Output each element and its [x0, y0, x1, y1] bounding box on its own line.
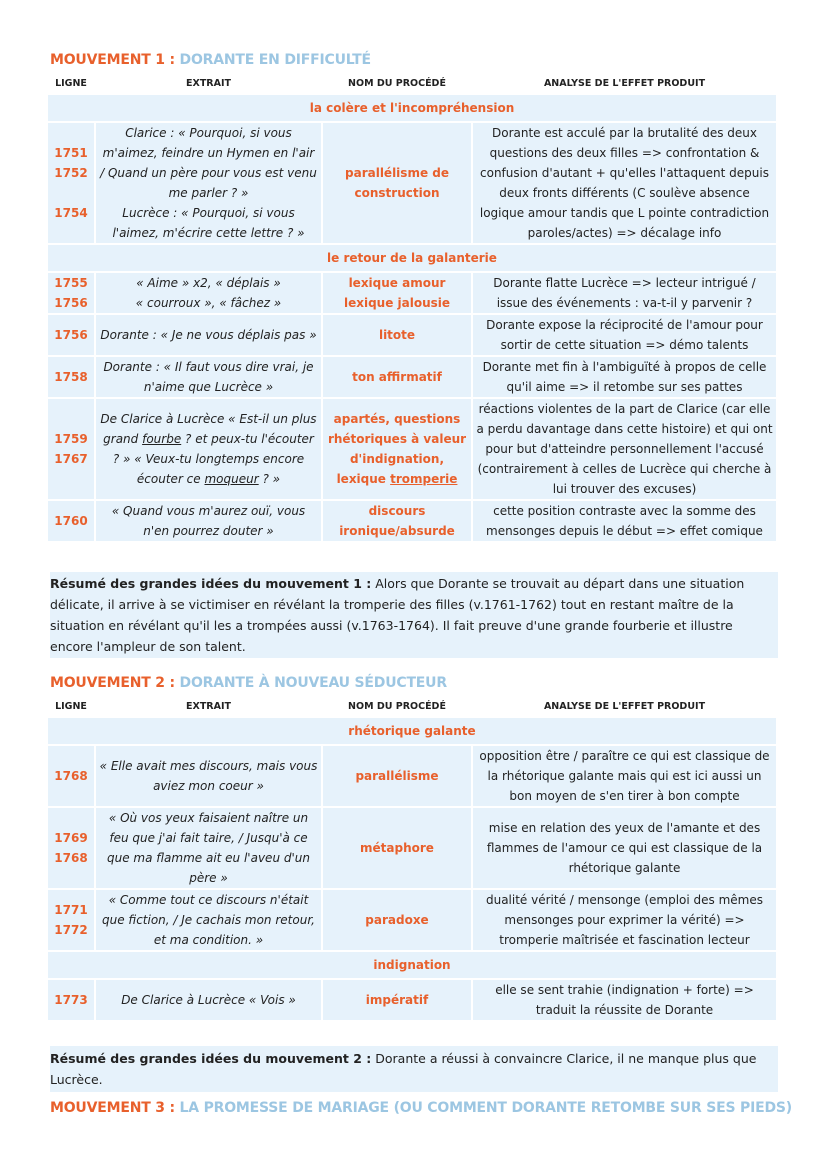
section-title: indignation — [48, 952, 776, 978]
col-header-extract: EXTRAIT — [186, 78, 231, 89]
table-header-row — [48, 74, 776, 93]
summary-label: Résumé des grandes idées du mouvement 1 : — [50, 576, 372, 591]
movement-1-table — [46, 72, 778, 543]
line-numbers: 1768 — [48, 746, 94, 806]
underlined-word: fourbe — [142, 432, 182, 446]
col-header-line: LIGNE — [55, 701, 87, 712]
movement-1-summary — [50, 572, 778, 658]
analysis-cell: mise en relation des yeux de l'amante et des flammes de l'amour ce qui est classique de la rhétorique galante — [473, 808, 776, 888]
movement-3-subtitle: LA PROMESSE DE MARIAGE (OU COMMENT DORANTE RETOMBE SUR SES PIEDS) — [179, 1100, 792, 1116]
underlined-word: tromperie — [390, 472, 458, 486]
section-row — [48, 245, 776, 271]
table-header-row — [48, 697, 776, 716]
line-numbers: 1751 1752 1754 — [48, 123, 94, 243]
line-numbers: 1758 — [48, 357, 94, 397]
movement-2-label: MOUVEMENT 2 : — [50, 675, 175, 691]
extract-cell — [96, 399, 321, 499]
analysis-cell: cette position contraste avec la somme des mensonges depuis le début => effet comique — [473, 501, 776, 541]
line-numbers: 1769 1768 — [48, 808, 94, 888]
analysis-cell: opposition être / paraître ce qui est classique de la rhétorique galante mais qui est ici aussi un bon moyen de s'en tirer à bon compte — [473, 746, 776, 806]
col-header-analysis: ANALYSE DE L'EFFET PRODUIT — [543, 701, 706, 712]
section-title: le retour de la galanterie — [48, 245, 776, 271]
line-numbers: 1760 — [48, 501, 94, 541]
section-row — [48, 95, 776, 121]
movement-1-subtitle: DORANTE EN DIFFICULTÉ — [179, 52, 371, 68]
col-header-extract: EXTRAIT — [186, 701, 231, 712]
procede-cell: discours ironique/absurde — [323, 501, 471, 541]
movement-1-label: MOUVEMENT 1 : — [50, 52, 175, 68]
extract-cell: « Comme tout ce discours n'était que fiction, / Je cachais mon retour, et ma condition. » — [96, 890, 321, 950]
summary-text: Dorante a réussi à convaincre Clarice, il ne manque plus que Lucrèce. — [50, 1051, 757, 1087]
summary-text: Alors que Dorante se trouvait au départ dans une situation délicate, il arrive à se victimiser en révélant la tromperie des filles (v.1761-1762) tout en restant maître de la situation en révélant qu'il les a trompées aussi (v.1763-1764). Il fait preuve d'une grande fourberie et illustre encore l'ampleur de son talent. — [50, 576, 745, 654]
analysis-cell: Dorante est acculé par la brutalité des deux questions des deux filles => confrontation & confusion d'autant + qu'elles l'attaquent depuis deux fronts différents (C soulève absence logique amour tandis que L pointe contradiction paroles/actes) => décalage info — [473, 123, 776, 243]
line-numbers: 1773 — [48, 980, 94, 1020]
analysis-cell: dualité vérité / mensonge (emploi des mêmes mensonges pour exprimer la vérité) => tromperie maîtrisée et fascination lecteur — [473, 890, 776, 950]
extract-text: De Clarice à Lucrèce « Est-il un plus grand — [100, 412, 317, 446]
movement-3-label: MOUVEMENT 3 : — [50, 1100, 175, 1116]
extract-text: ? » — [258, 472, 281, 486]
movement-3-title — [50, 1100, 792, 1116]
extract-text: ? et peux-tu l'écouter ? » « Veux-tu longtemps encore écouter ce — [112, 432, 314, 486]
movement-2-summary — [50, 1046, 778, 1092]
procede-cell: litote — [323, 315, 471, 355]
summary-label: Résumé des grandes idées du mouvement 2 : — [50, 1051, 372, 1066]
analysis-cell: Dorante expose la réciprocité de l'amour pour sortir de cette situation => démo talents — [473, 315, 776, 355]
line-numbers: 1756 — [48, 315, 94, 355]
procede-cell: parallélisme — [323, 746, 471, 806]
section-row — [48, 952, 776, 978]
extract-cell: Dorante : « Il faut vous dire vrai, je n'aime que Lucrèce » — [96, 357, 321, 397]
extract-cell: Dorante : « Je ne vous déplais pas » — [96, 315, 321, 355]
table-row — [48, 808, 776, 888]
table-row — [48, 746, 776, 806]
procede-cell: impératif — [323, 980, 471, 1020]
procede-cell: lexique amour lexique jalousie — [323, 273, 471, 313]
col-header-procede: NOM DU PROCÉDÉ — [348, 78, 446, 89]
extract-cell: Clarice : « Pourquoi, si vous m'aimez, feindre un Hymen en l'air / Quand un père pour vous est venu me parler ? » Lucrèce : « Pourquoi, si vous l'aimez, m'écrire cette lettre ? » — [96, 123, 321, 243]
table-row — [48, 501, 776, 541]
table-row — [48, 315, 776, 355]
movement-2-table — [46, 695, 778, 1022]
procede-cell: paradoxe — [323, 890, 471, 950]
extract-cell: « Aime » x2, « déplais » « courroux », « fâchez » — [96, 273, 321, 313]
analysis-cell: réactions violentes de la part de Clarice (car elle a perdu davantage dans cette histoire) et qui ont pour but d'atteindre personnellement l'accusé (contrairement à celles de Lucrèce qui cherche à lui trouver des excuses) — [473, 399, 776, 499]
line-numbers: 1771 1772 — [48, 890, 94, 950]
extract-cell: « Elle avait mes discours, mais vous aviez mon coeur » — [96, 746, 321, 806]
procede-cell: métaphore — [323, 808, 471, 888]
procede-cell — [323, 399, 471, 499]
movement-2-title — [50, 675, 447, 691]
analysis-cell: Dorante flatte Lucrèce => lecteur intrigué / issue des événements : va-t-il y parvenir ? — [473, 273, 776, 313]
col-header-procede: NOM DU PROCÉDÉ — [348, 701, 446, 712]
procede-cell: parallélisme de construction — [323, 123, 471, 243]
movement-2-subtitle: DORANTE À NOUVEAU SÉDUCTEUR — [179, 675, 447, 691]
table-row — [48, 890, 776, 950]
table-row — [48, 357, 776, 397]
procede-cell: ton affirmatif — [323, 357, 471, 397]
analysis-cell: Dorante met fin à l'ambiguïté à propos de celle qu'il aime => il retombe sur ses pattes — [473, 357, 776, 397]
table-row — [48, 399, 776, 499]
section-title: rhétorique galante — [48, 718, 776, 744]
extract-cell: De Clarice à Lucrèce « Vois » — [96, 980, 321, 1020]
movement-1-title — [50, 52, 371, 68]
section-row — [48, 718, 776, 744]
extract-cell: « Quand vous m'aurez ouï, vous n'en pourrez douter » — [96, 501, 321, 541]
line-numbers: 1759 1767 — [48, 399, 94, 499]
underlined-word: moqueur — [204, 472, 259, 486]
line-numbers: 1755 1756 — [48, 273, 94, 313]
table-row — [48, 123, 776, 243]
col-header-line: LIGNE — [55, 78, 87, 89]
table-row — [48, 273, 776, 313]
analysis-cell: elle se sent trahie (indignation + forte) => traduit la réussite de Dorante — [473, 980, 776, 1020]
extract-cell: « Où vos yeux faisaient naître un feu que j'ai fait taire, / Jusqu'à ce que ma flamme ait eu l'aveu d'un père » — [96, 808, 321, 888]
col-header-analysis: ANALYSE DE L'EFFET PRODUIT — [543, 78, 706, 89]
procede-text: apartés, questions rhétoriques à valeur d'indignation, lexique — [327, 412, 467, 486]
section-title: la colère et l'incompréhension — [48, 95, 776, 121]
table-row — [48, 980, 776, 1020]
